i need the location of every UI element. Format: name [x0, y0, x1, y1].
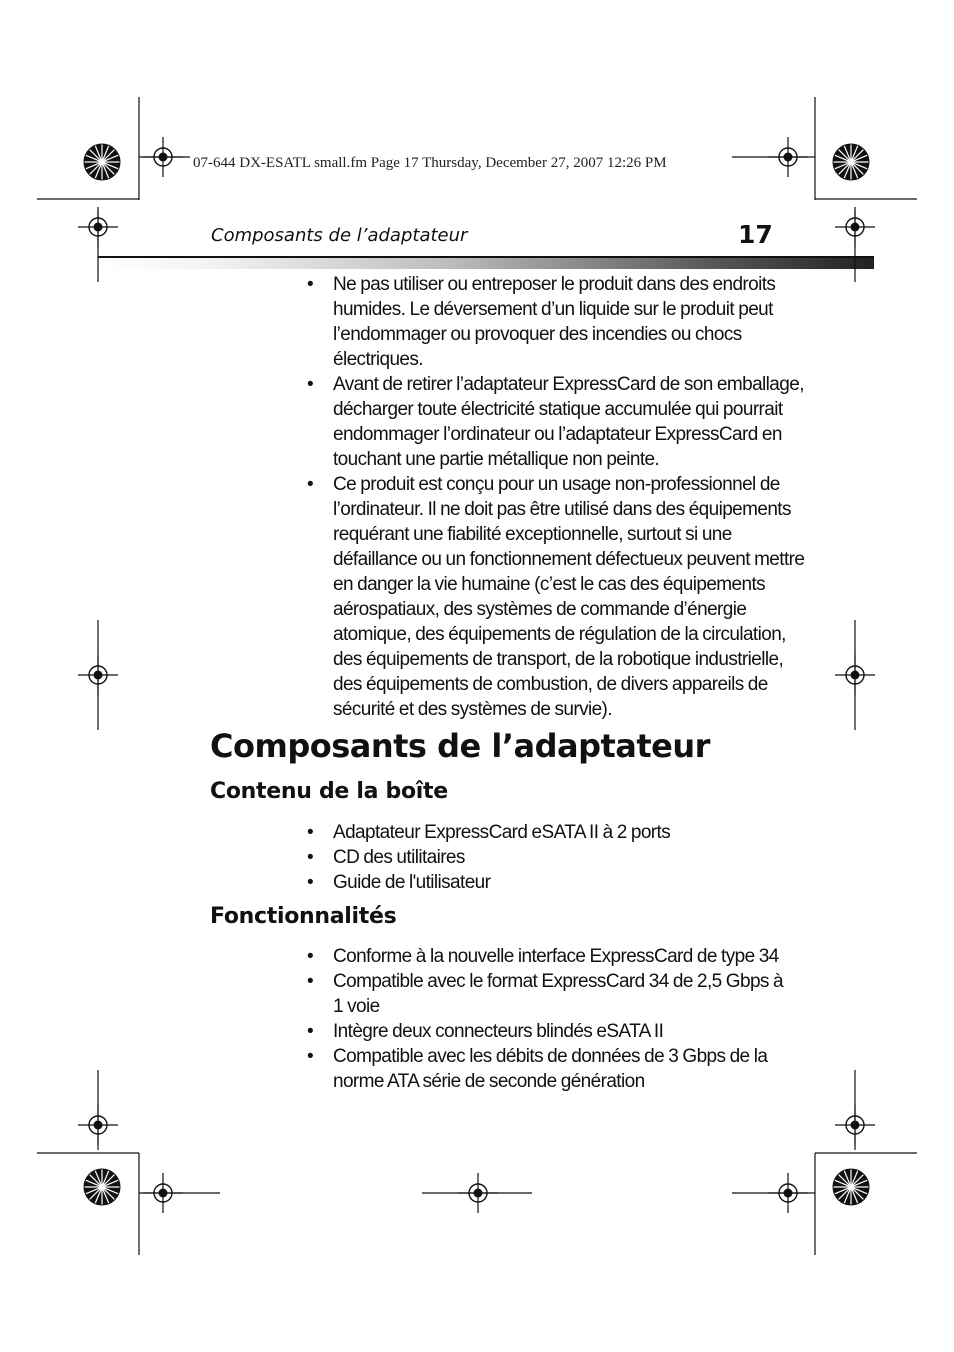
print-slug: 07-644 DX-ESATL small.fm Page 17 Thursday, December 27, 2007 12:26 PM — [193, 155, 667, 171]
bullet-icon: • — [307, 822, 314, 843]
registration-mark-icon — [835, 655, 875, 695]
registration-mark-icon — [768, 137, 808, 177]
registration-mark-icon — [835, 1105, 875, 1145]
features-heading: Fonctionnalités — [210, 904, 397, 929]
box-contents-heading: Contenu de la boîte — [210, 779, 448, 804]
page-number: 17 — [738, 220, 773, 249]
bullet-icon: • — [307, 474, 314, 495]
list-item-text: Compatible avec les débits de données de 3 Gbps de la norme ATA série de seconde génération — [333, 1046, 768, 1092]
list-item-text: Guide de l'utilisateur — [333, 872, 491, 893]
list-item-text: Ne pas utiliser ou entreposer le produit dans des endroits humides. Le déversement d’un liquide sur le produit peut l’endommager ou provoquer des incendies ou chocs électriques. — [333, 274, 776, 370]
color-star-target-icon — [84, 144, 120, 180]
list-item-text: Avant de retirer l’adaptateur ExpressCard de son emballage, décharger toute électricité statique accumulée qui pourrait endommager l’ordinateur ou l’adaptateur ExpressCard en touchant une partie métallique non peinte. — [333, 374, 804, 470]
bullet-icon: • — [307, 1046, 314, 1067]
bullet-icon: • — [307, 374, 314, 395]
color-star-target-icon — [84, 1169, 120, 1205]
bullet-icon: • — [307, 971, 314, 992]
bullet-icon: • — [307, 274, 314, 295]
color-star-target-icon — [833, 1169, 869, 1205]
registration-mark-icon — [143, 1173, 183, 1213]
bullet-icon: • — [307, 946, 314, 967]
list-item-text: Conforme à la nouvelle interface ExpressCard de type 34 — [333, 946, 779, 967]
bullet-icon: • — [307, 872, 314, 893]
registration-mark-icon — [768, 1173, 808, 1213]
list-item-text: Ce produit est conçu pour un usage non-professionnel de l’ordinateur. Il ne doit pas être utilisé dans des équipements requérant une fiabilité exceptionnelle, surtout si une défaillance ou un fonctionnement défectueux peuvent mettre en danger la vie humaine (c’est le cas des équipements aérospatiaux, des systèmes de commande d’énergie atomique, des équipements de régulation de la circulation, des équipements de transport, de la robotique industrielle, des équipements de combustion, de divers appareils de sécurité et des systèmes de survie). — [333, 474, 805, 720]
registration-mark-icon — [458, 1173, 498, 1213]
color-star-target-icon — [833, 144, 869, 180]
registration-mark-icon — [143, 137, 183, 177]
registration-mark-icon — [78, 207, 118, 247]
running-header-title: Composants de l’adaptateur — [211, 225, 468, 246]
registration-mark-icon — [78, 655, 118, 695]
list-item-text: Intègre deux connecteurs blindés eSATA II — [333, 1021, 664, 1042]
section-title: Composants de l’adaptateur — [210, 727, 710, 765]
registration-mark-icon — [835, 207, 875, 247]
registration-mark-icon — [78, 1105, 118, 1145]
list-item-text: Compatible avec le format ExpressCard 34 de 2,5 Gbps à 1 voie — [333, 971, 783, 1017]
bullet-icon: • — [307, 1021, 314, 1042]
list-item-text: CD des utilitaires — [333, 847, 465, 868]
list-item-text: Adaptateur ExpressCard eSATA II à 2 ports — [333, 822, 671, 843]
bullet-icon: • — [307, 847, 314, 868]
